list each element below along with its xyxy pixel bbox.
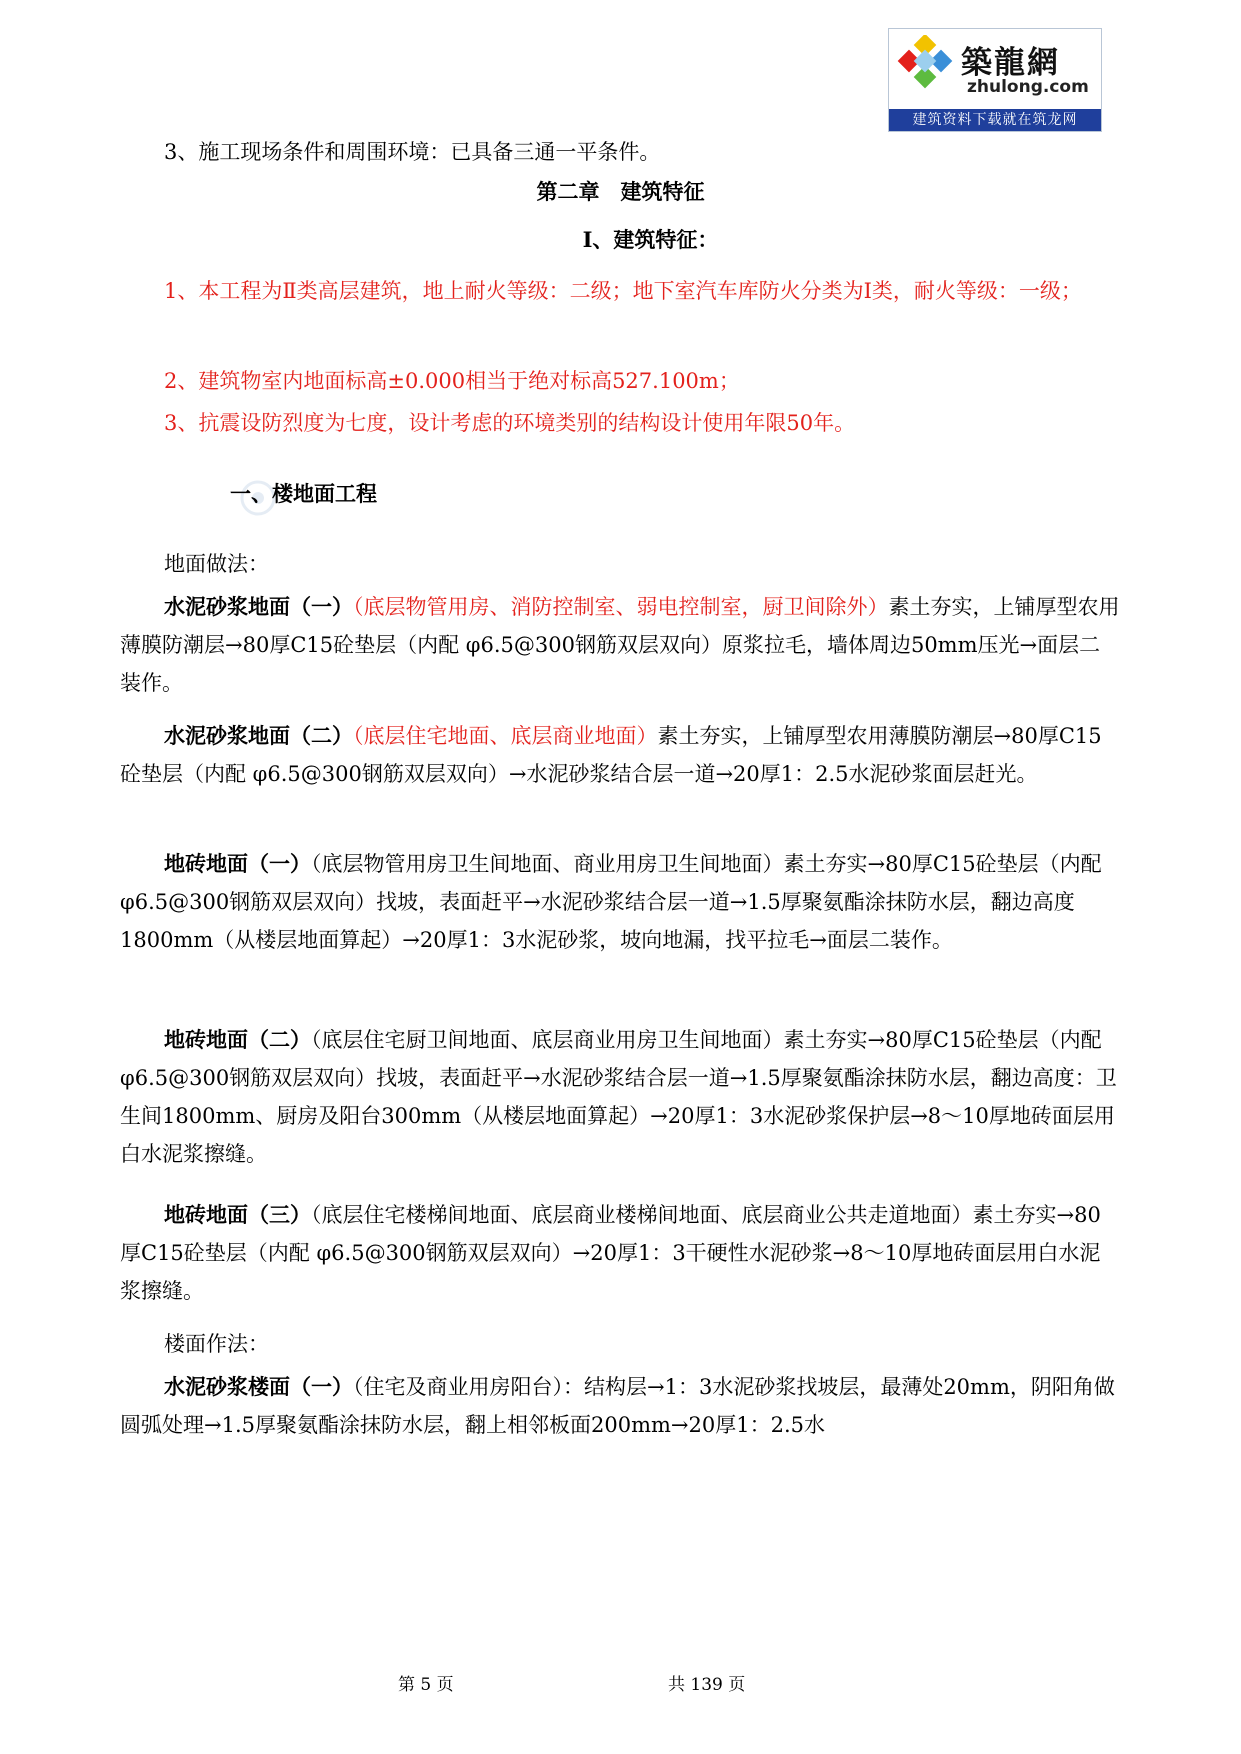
floor-item-1: 水泥砂浆地面（一）（底层物管用房、消防控制室、弱电控制室，厨卫间除外）素土夯实，上铺厚型农用薄膜防潮层→80厚C15砼垫层（内配 φ6.5@300钢筋双层双向）原浆拉毛，墙体周边50mm压光→面层二装作。: [120, 594, 1120, 695]
brand-slogan: 建筑资料下载就在筑龙网: [889, 109, 1101, 131]
brand-url: zhulong.com: [967, 77, 1089, 97]
upper-item-1: 水泥砂浆楼面（一）（住宅及商业用房阳台）：结构层→1：3水泥砂浆找坡层，最薄处20mm，阴阳角做圆弧处理→1.5厚聚氨酯涂抹防水层，翻上相邻板面200mm→20厚1：2.5水: [120, 1374, 1115, 1437]
sub-heading: 一、楼地面工程: [230, 481, 377, 506]
feature-2: 2、建筑物室内地面标高±0.000相当于绝对标高527.100m；: [164, 369, 740, 393]
section-title: Ⅰ、建筑特征：: [582, 227, 719, 252]
floor-item-3: 地砖地面（一）（底层物管用房卫生间地面、商业用房卫生间地面）素土夯实→80厚C15砼垫层（内配 φ6.5@300钢筋双层双向）找坡，表面赶平→水泥砂浆结合层一道→1.5厚聚氨酯涂抹防水层，翻边高度1800mm（从楼层地面算起）→20厚1：3水泥砂浆，坡向地漏，找平拉毛→面层二装作。: [120, 851, 1102, 952]
chapter-title: 第二章 建筑特征: [536, 179, 705, 204]
intro-line: 3、施工现场条件和周围环境：已具备三通一平条件。: [164, 140, 661, 164]
feature-1: 1、本工程为Ⅱ类高层建筑，地上耐火等级：二级；地下室汽车库防火分类为Ⅰ类，耐火等级：一级；: [164, 279, 1082, 303]
floor-item-2: 水泥砂浆地面（二）（底层住宅地面、底层商业地面）素土夯实，上铺厚型农用薄膜防潮层→80厚C15砼垫层（内配 φ6.5@300钢筋双层双向）→水泥砂浆结合层一道→20厚1：2.5水泥砂浆面层赶光。: [120, 723, 1102, 786]
brand-name: 築龍網: [961, 45, 1060, 81]
floor-item-5: 地砖地面（三）（底层住宅楼梯间地面、底层商业楼梯间地面、底层商业公共走道地面）素土夯实→80厚C15砼垫层（内配 φ6.5@300钢筋双层双向）→20厚1：3干硬性水泥砂浆→8～10厚地砖面层用白水泥浆擦缝。: [120, 1202, 1101, 1303]
page-number: 第 5 页: [398, 1675, 454, 1695]
floor-item-4: 地砖地面（二）（底层住宅厨卫间地面、底层商业用房卫生间地面）素土夯实→80厚C15砼垫层（内配 φ6.5@300钢筋双层双向）找坡，表面赶平→水泥砂浆结合层一道→1.5厚聚氨酯涂抹防水层，翻边高度：卫生间1800mm、厨房及阳台300mm（从楼层地面算起）→20厚1：3水泥砂浆保护层→8～10厚地砖面层用白水泥浆擦缝。: [120, 1027, 1117, 1166]
floor-label: 地面做法：: [164, 552, 269, 576]
page-total: 共 139 页: [668, 1675, 746, 1695]
feature-3: 3、抗震设防烈度为七度，设计考虑的环境类别的结构设计使用年限50年。: [164, 411, 856, 435]
upper-label: 楼面作法：: [164, 1332, 269, 1356]
zhulong-logo: [888, 28, 1102, 132]
zhulong-logo-icon: [895, 35, 955, 101]
